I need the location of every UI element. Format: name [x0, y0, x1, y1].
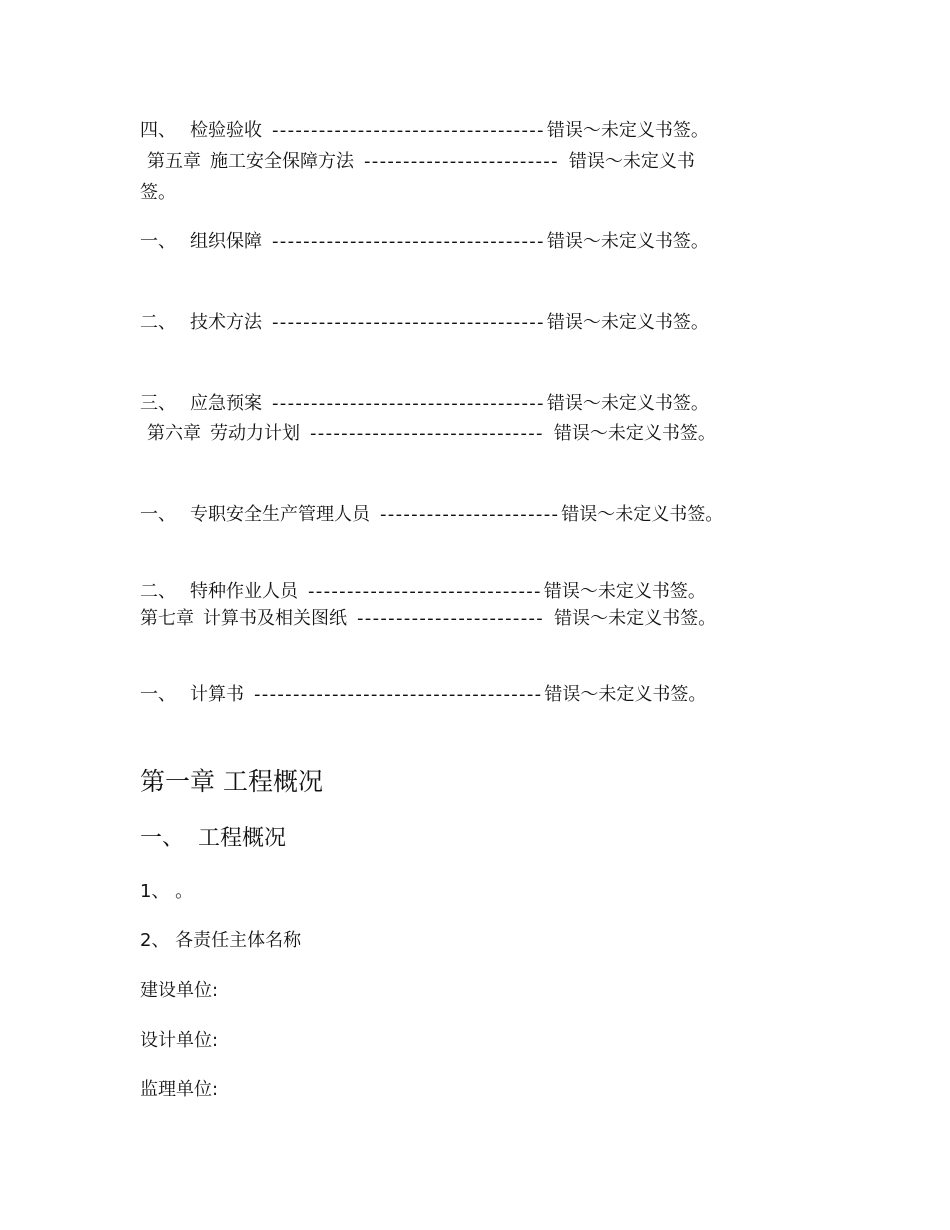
toc-number: 一、: [140, 231, 176, 252]
toc-number: 三、: [140, 393, 176, 414]
toc-leader: -----------------------------------: [272, 231, 545, 252]
toc-title: 施工安全保障方法: [210, 151, 354, 172]
toc-page-ref: 错误～未定义书签。: [561, 504, 724, 525]
toc-leader: -----------------------------------: [272, 312, 545, 333]
toc-title: 专职安全生产管理人员: [190, 504, 370, 525]
toc-title: 特种作业人员: [190, 581, 298, 602]
toc-entry[interactable]: [140, 119, 709, 143]
toc-page-ref: 错误～未定义书签。: [553, 423, 716, 444]
toc-leader: -------------------------: [364, 151, 559, 172]
section-title: 工程概况: [198, 826, 287, 851]
toc-page-ref-continued: 签。: [140, 182, 176, 203]
toc-entry[interactable]: [140, 503, 723, 527]
section-number: 一、: [140, 826, 185, 851]
toc-title: 劳动力计划: [210, 423, 300, 444]
toc-page-ref: 错误～未定义书签。: [543, 581, 706, 602]
toc-entry[interactable]: [140, 311, 709, 335]
toc-number: 一、: [140, 504, 176, 525]
toc-title: 应急预案: [190, 393, 262, 414]
toc-leader: -----------------------------------: [272, 120, 545, 141]
toc-page-ref: 错误～未定义书签。: [546, 393, 709, 414]
toc-chapter-number: 第七章: [140, 608, 194, 629]
designer-label: 设计单位:: [140, 1030, 219, 1051]
toc-page-ref: 错误～未定义书签。: [546, 231, 709, 252]
toc-entry[interactable]: [140, 392, 709, 416]
toc-chapter-entry[interactable]: [140, 607, 716, 631]
toc-entry[interactable]: [140, 230, 709, 254]
list-item: 2、 各责任主体名称: [140, 930, 302, 951]
supervisor-label: 监理单位:: [140, 1079, 219, 1100]
toc-number: 二、: [140, 581, 176, 602]
toc-number: 四、: [140, 120, 176, 141]
owner-label: 建设单位:: [140, 980, 219, 1001]
section-heading: [140, 825, 286, 853]
list-item: 1、 。: [140, 881, 194, 902]
toc-leader: ------------------------: [357, 608, 545, 629]
toc-page-ref: 错误～未定义书: [568, 151, 695, 172]
toc-leader: -------------------------------------: [254, 684, 543, 705]
toc-number: 一、: [140, 684, 176, 705]
toc-title: 计算书及相关图纸: [203, 608, 347, 629]
toc-chapter-number: 第五章: [147, 151, 201, 172]
toc-leader: ------------------------------: [310, 423, 544, 444]
toc-title: 计算书: [190, 684, 244, 705]
toc-chapter-entry[interactable]: [147, 150, 695, 174]
toc-title: 检验验收: [190, 120, 262, 141]
toc-leader: ------------------------------: [308, 581, 542, 602]
toc-page-ref: 错误～未定义书签。: [544, 684, 707, 705]
toc-title: 技术方法: [190, 312, 262, 333]
toc-leader: -----------------------: [380, 504, 560, 525]
toc-page-ref: 错误～未定义书签。: [554, 608, 717, 629]
toc-page-ref: 错误～未定义书签。: [546, 312, 709, 333]
toc-chapter-number: 第六章: [147, 423, 201, 444]
toc-entry[interactable]: [140, 683, 706, 707]
toc-chapter-entry[interactable]: [147, 422, 716, 446]
toc-entry[interactable]: [140, 580, 706, 604]
toc-number: 二、: [140, 312, 176, 333]
toc-page-ref: 错误～未定义书签。: [546, 120, 709, 141]
chapter-heading: 第一章 工程概况: [140, 767, 323, 796]
toc-title: 组织保障: [190, 231, 262, 252]
toc-leader: -----------------------------------: [272, 393, 545, 414]
